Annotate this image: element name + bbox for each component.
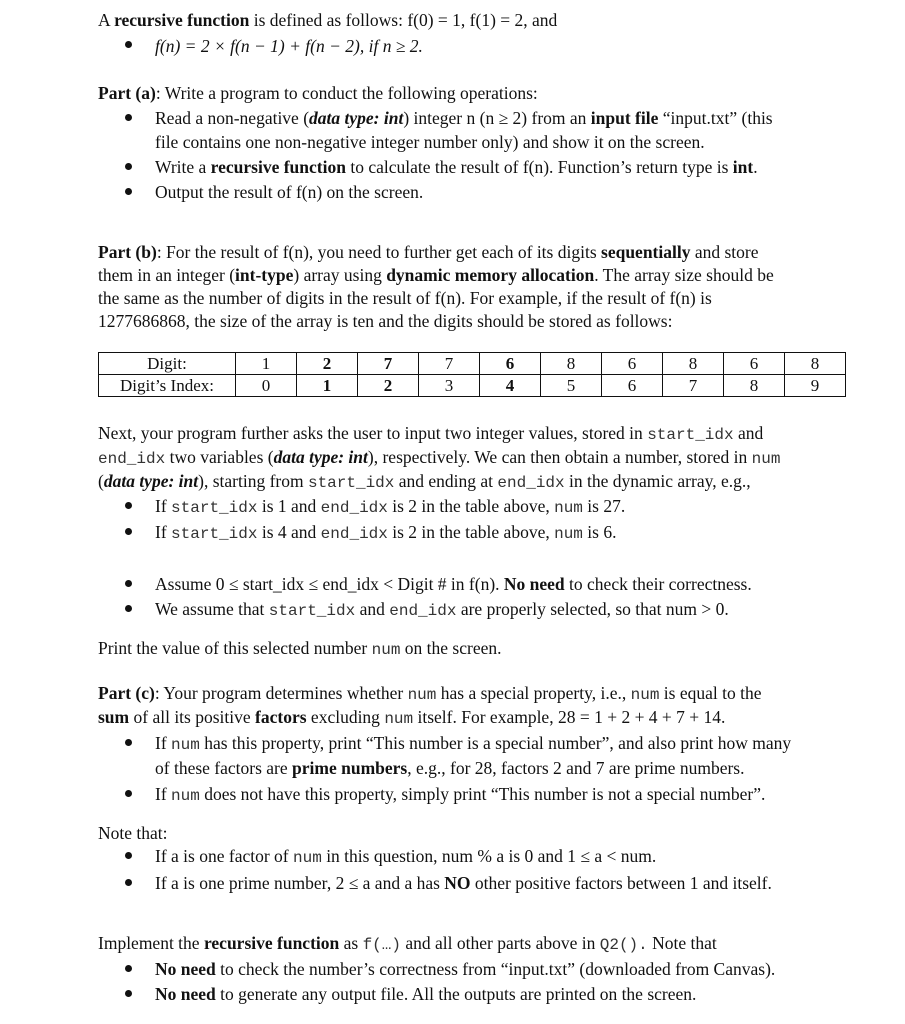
part-c-bullet-2: If num does not have this property, simply print “This number is not a special number”. <box>155 784 766 805</box>
digit-row <box>99 353 846 375</box>
part-c-line-2: sum of all its positive factors excluding num itself. For example, 28 = 1 + 2 + 4 + 7 + 14. <box>98 707 726 728</box>
impl-bullet-1: No need to check the number’s correctness from “input.txt” (downloaded from Canvas). <box>155 959 776 979</box>
next-line-3: (data type: int), starting from start_idx and ending at end_idx in the dynamic array, e.g., <box>98 471 751 492</box>
index-cell: 9 <box>785 375 846 397</box>
formula: f(n) = 2 × f(n − 1) + f(n − 2), if n ≥ 2. <box>155 36 423 56</box>
part-a-bullet-1-cont: file contains one non-negative integer number only) and show it on the screen. <box>155 132 705 152</box>
index-cell: 6 <box>602 375 663 397</box>
bullet-icon <box>125 528 132 535</box>
part-b-line-4: 1277686868, the size of the array is ten and the digits should be stored as follows: <box>98 311 673 331</box>
bullet-icon <box>125 114 132 121</box>
index-cell: 1 <box>297 375 358 397</box>
example-1: If start_idx is 1 and end_idx is 2 in the table above, num is 27. <box>155 496 626 517</box>
part-b-line-1: Part (b): For the result of f(n), you need to further get each of its digits sequentially and store <box>98 242 759 262</box>
example-2: If start_idx is 4 and end_idx is 2 in the table above, num is 6. <box>155 522 617 543</box>
part-a-bullet-3: Output the result of f(n) on the screen. <box>155 182 424 202</box>
bullet-icon <box>125 605 132 612</box>
index-cell: 2 <box>358 375 419 397</box>
bullet-icon <box>125 790 132 797</box>
bullet-icon <box>125 188 132 195</box>
digit-cell: 6 <box>724 353 785 375</box>
digit-cell: 6 <box>602 353 663 375</box>
digit-row-label: Digit: <box>99 353 236 375</box>
part-a-heading: Part (a): Write a program to conduct the following operations: <box>98 83 538 103</box>
note-2: If a is one prime number, 2 ≤ a and a has NO other positive factors between 1 and itself. <box>155 873 772 893</box>
digit-cell: 7 <box>358 353 419 375</box>
index-row-label: Digit’s Index: <box>99 375 236 397</box>
assume-1: Assume 0 ≤ start_idx ≤ end_idx < Digit # in f(n). No need to check their correctness. <box>155 574 752 594</box>
digit-cell: 1 <box>236 353 297 375</box>
part-b-line-2: them in an integer (int-type) array using dynamic memory allocation. The array size should be <box>98 265 774 285</box>
index-cell: 8 <box>724 375 785 397</box>
part-b-line-3: the same as the number of digits in the result of f(n). For example, if the result of f(n) is <box>98 288 712 308</box>
index-cell: 3 <box>419 375 480 397</box>
intro-line: A recursive function is defined as follows: f(0) = 1, f(1) = 2, and <box>98 10 558 30</box>
bullet-icon <box>125 965 132 972</box>
part-c-bullet-1: If num has this property, print “This number is a special number”, and also print how many <box>155 733 792 754</box>
bullet-icon <box>125 502 132 509</box>
impl-line: Implement the recursive function as f(…) and all other parts above in Q2(). Note that <box>98 933 717 954</box>
bullet-icon <box>125 739 132 746</box>
index-cell: 0 <box>236 375 297 397</box>
print-line: Print the value of this selected number num on the screen. <box>98 638 502 659</box>
index-row <box>99 375 846 397</box>
index-cell: 7 <box>663 375 724 397</box>
bullet-icon <box>125 41 132 48</box>
bullet-icon <box>125 990 132 997</box>
part-c-line-1: Part (c): Your program determines whether num has a special property, i.e., num is equal to the <box>98 683 762 704</box>
note-title: Note that: <box>98 823 168 843</box>
part-a-bullet-1: Read a non-negative (data type: int) integer n (n ≥ 2) from an input file “input.txt” (this <box>155 108 773 128</box>
digit-cell: 8 <box>785 353 846 375</box>
next-line-1: Next, your program further asks the user to input two integer values, stored in start_idx and <box>98 423 764 444</box>
bullet-icon <box>125 879 132 886</box>
digit-cell: 8 <box>663 353 724 375</box>
part-a-bullet-2: Write a recursive function to calculate the result of f(n). Function’s return type is int. <box>155 157 758 177</box>
index-cell: 5 <box>541 375 602 397</box>
part-c-bullet-1-cont: of these factors are prime numbers, e.g., for 28, factors 2 and 7 are prime numbers. <box>155 758 745 778</box>
note-1: If a is one factor of num in this question, num % a is 0 and 1 ≤ a < num. <box>155 846 657 867</box>
digit-cell: 6 <box>480 353 541 375</box>
impl-bullet-2: No need to generate any output file. All the outputs are printed on the screen. <box>155 984 697 1004</box>
index-cell: 4 <box>480 375 541 397</box>
next-line-2: end_idx two variables (data type: int), respectively. We can then obtain a number, stored in num <box>98 447 781 468</box>
digits-table <box>98 352 846 397</box>
digit-cell: 8 <box>541 353 602 375</box>
bullet-icon <box>125 580 132 587</box>
digit-cell: 7 <box>419 353 480 375</box>
bullet-icon <box>125 163 132 170</box>
digit-cell: 2 <box>297 353 358 375</box>
bullet-icon <box>125 852 132 859</box>
assume-2: We assume that start_idx and end_idx are properly selected, so that num > 0. <box>155 599 729 620</box>
